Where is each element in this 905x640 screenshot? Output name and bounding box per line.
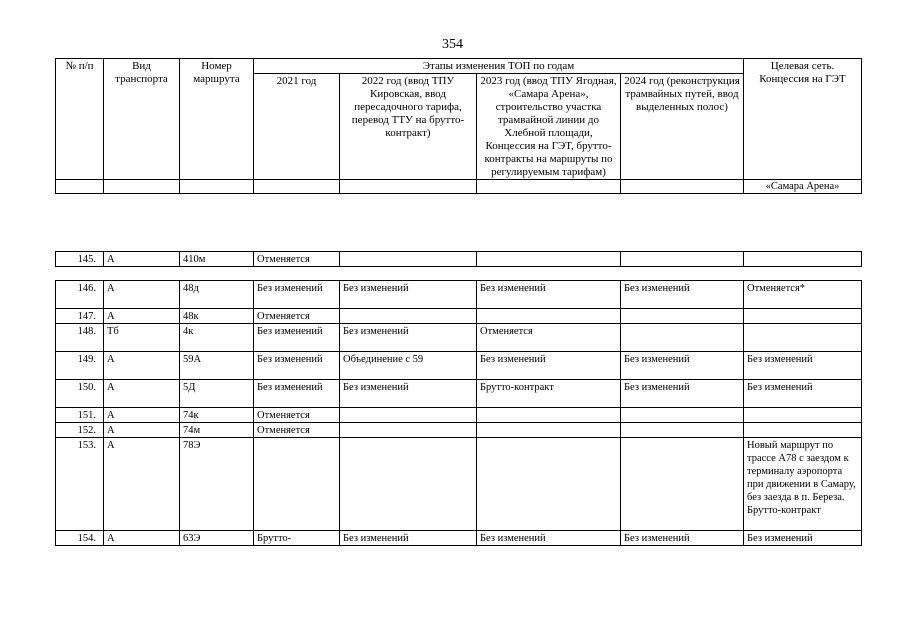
year-2023-cell bbox=[477, 252, 621, 267]
transport-type-cell: А bbox=[104, 531, 180, 546]
route-number-cell: 48к bbox=[180, 309, 254, 324]
table-row bbox=[56, 531, 862, 546]
header-year-2024: 2024 год (реконструкция трамвайных путей, ввод выделенных полос) bbox=[621, 74, 744, 180]
year-2022-cell: Без изменений bbox=[340, 324, 477, 352]
year-2023-cell: Брутто-контракт bbox=[477, 380, 621, 408]
year-2023-cell: Без изменений bbox=[477, 352, 621, 380]
target-network-cell: Отменяется* bbox=[744, 281, 862, 309]
table-cell bbox=[621, 180, 744, 194]
year-2022-cell: Объединение с 59 bbox=[340, 352, 477, 380]
year-2022-cell bbox=[340, 408, 477, 423]
header-stages: Этапы изменения ТОП по годам bbox=[254, 59, 744, 74]
year-2022-cell bbox=[340, 309, 477, 324]
header-table bbox=[55, 58, 862, 194]
year-2022-cell: Без изменений bbox=[340, 531, 477, 546]
route-number-cell: 48д bbox=[180, 281, 254, 309]
target-network-cell: Без изменений bbox=[744, 352, 862, 380]
table-cell bbox=[104, 180, 180, 194]
table-row bbox=[56, 423, 862, 438]
table-row bbox=[56, 352, 862, 380]
year-2021-cell: Без изменений bbox=[254, 281, 340, 309]
target-network-cell bbox=[744, 324, 862, 352]
transport-type-cell: А bbox=[104, 252, 180, 267]
year-2021-cell: Брутто- bbox=[254, 531, 340, 546]
route-number-cell: 410м bbox=[180, 252, 254, 267]
header-year-2021: 2021 год bbox=[254, 74, 340, 180]
row-number-cell: 148. bbox=[56, 324, 104, 352]
year-2021-cell: Без изменений bbox=[254, 380, 340, 408]
year-2022-cell bbox=[340, 438, 477, 531]
row-number-cell: 145. bbox=[56, 252, 104, 267]
page-number: 354 bbox=[442, 37, 463, 52]
routes-table-a bbox=[55, 251, 862, 267]
year-2024-cell bbox=[621, 324, 744, 352]
year-2023-cell: Отменяется bbox=[477, 324, 621, 352]
year-2024-cell: Без изменений bbox=[621, 380, 744, 408]
header-target-network: Целевая сеть. Концессия на ГЭТ bbox=[744, 59, 862, 180]
year-2022-cell bbox=[340, 252, 477, 267]
table-row bbox=[56, 324, 862, 352]
transport-type-cell: А bbox=[104, 352, 180, 380]
year-2021-cell: Без изменений bbox=[254, 352, 340, 380]
continuation-row bbox=[56, 180, 862, 194]
transport-type-cell: А bbox=[104, 309, 180, 324]
transport-type-cell: А bbox=[104, 423, 180, 438]
row-number-cell: 147. bbox=[56, 309, 104, 324]
year-2024-cell: Без изменений bbox=[621, 531, 744, 546]
route-number-cell: 78Э bbox=[180, 438, 254, 531]
table-cell bbox=[180, 180, 254, 194]
year-2021-cell: Отменяется bbox=[254, 252, 340, 267]
year-2024-cell bbox=[621, 252, 744, 267]
year-2021-cell: Без изменений bbox=[254, 324, 340, 352]
target-network-cell bbox=[744, 252, 862, 267]
year-2023-cell: Без изменений bbox=[477, 531, 621, 546]
route-number-cell: 4к bbox=[180, 324, 254, 352]
transport-type-cell: А bbox=[104, 281, 180, 309]
header-year-2022: 2022 год (ввод ТПУ Кировская, ввод пересадочного тарифа, перевод ТТУ на брутто-контракт) bbox=[340, 74, 477, 180]
year-2022-cell: Без изменений bbox=[340, 380, 477, 408]
row-number-cell: 151. bbox=[56, 408, 104, 423]
year-2023-cell bbox=[477, 309, 621, 324]
continuation-target-cell: «Самара Арена» bbox=[744, 180, 862, 194]
year-2021-cell: Отменяется bbox=[254, 423, 340, 438]
row-number-cell: 154. bbox=[56, 531, 104, 546]
target-network-cell: Новый маршрут по трассе А78 с заездом к терминалу аэропорта при движении в Самару, без заезда в п. Береза. Брутто-контракт bbox=[744, 438, 862, 531]
row-number-cell: 153. bbox=[56, 438, 104, 531]
year-2024-cell: Без изменений bbox=[621, 281, 744, 309]
table-row bbox=[56, 380, 862, 408]
year-2024-cell bbox=[621, 423, 744, 438]
row-number-cell: 146. bbox=[56, 281, 104, 309]
year-2023-cell bbox=[477, 438, 621, 531]
header-year-2023: 2023 год (ввод ТПУ Ягодная, «Самара Арена», строительство участка трамвайной линии до Хлебной площади, Концессия на ГЭТ, брутто-контракты на маршруты по регулируемым тарифам) bbox=[477, 74, 621, 180]
transport-type-cell: А bbox=[104, 438, 180, 531]
year-2023-cell: Без изменений bbox=[477, 281, 621, 309]
table-row bbox=[56, 438, 862, 531]
table-cell bbox=[56, 180, 104, 194]
routes-table-b bbox=[55, 280, 862, 546]
row-number-cell: 152. bbox=[56, 423, 104, 438]
target-network-cell bbox=[744, 423, 862, 438]
table-cell bbox=[477, 180, 621, 194]
target-network-cell bbox=[744, 309, 862, 324]
table-cell bbox=[254, 180, 340, 194]
year-2024-cell bbox=[621, 438, 744, 531]
route-number-cell: 63Э bbox=[180, 531, 254, 546]
transport-type-cell: А bbox=[104, 408, 180, 423]
year-2021-cell: Отменяется bbox=[254, 309, 340, 324]
header-route-number: Номер маршрута bbox=[180, 59, 254, 180]
year-2021-cell bbox=[254, 438, 340, 531]
target-network-cell: Без изменений bbox=[744, 380, 862, 408]
target-network-cell: Без изменений bbox=[744, 531, 862, 546]
year-2023-cell bbox=[477, 408, 621, 423]
table-row bbox=[56, 281, 862, 309]
year-2023-cell bbox=[477, 423, 621, 438]
route-number-cell: 5Д bbox=[180, 380, 254, 408]
route-number-cell: 74м bbox=[180, 423, 254, 438]
year-2021-cell: Отменяется bbox=[254, 408, 340, 423]
route-number-cell: 74к bbox=[180, 408, 254, 423]
table-row bbox=[56, 309, 862, 324]
year-2024-cell bbox=[621, 309, 744, 324]
target-network-cell bbox=[744, 408, 862, 423]
year-2022-cell: Без изменений bbox=[340, 281, 477, 309]
transport-type-cell: А bbox=[104, 380, 180, 408]
year-2022-cell bbox=[340, 423, 477, 438]
table-row bbox=[56, 408, 862, 423]
header-num: № п/п bbox=[56, 59, 104, 180]
table-cell bbox=[340, 180, 477, 194]
year-2024-cell: Без изменений bbox=[621, 352, 744, 380]
route-number-cell: 59А bbox=[180, 352, 254, 380]
header-transport-type: Вид транспорта bbox=[104, 59, 180, 180]
row-number-cell: 149. bbox=[56, 352, 104, 380]
table-row bbox=[56, 252, 862, 267]
year-2024-cell bbox=[621, 408, 744, 423]
row-number-cell: 150. bbox=[56, 380, 104, 408]
transport-type-cell: Тб bbox=[104, 324, 180, 352]
